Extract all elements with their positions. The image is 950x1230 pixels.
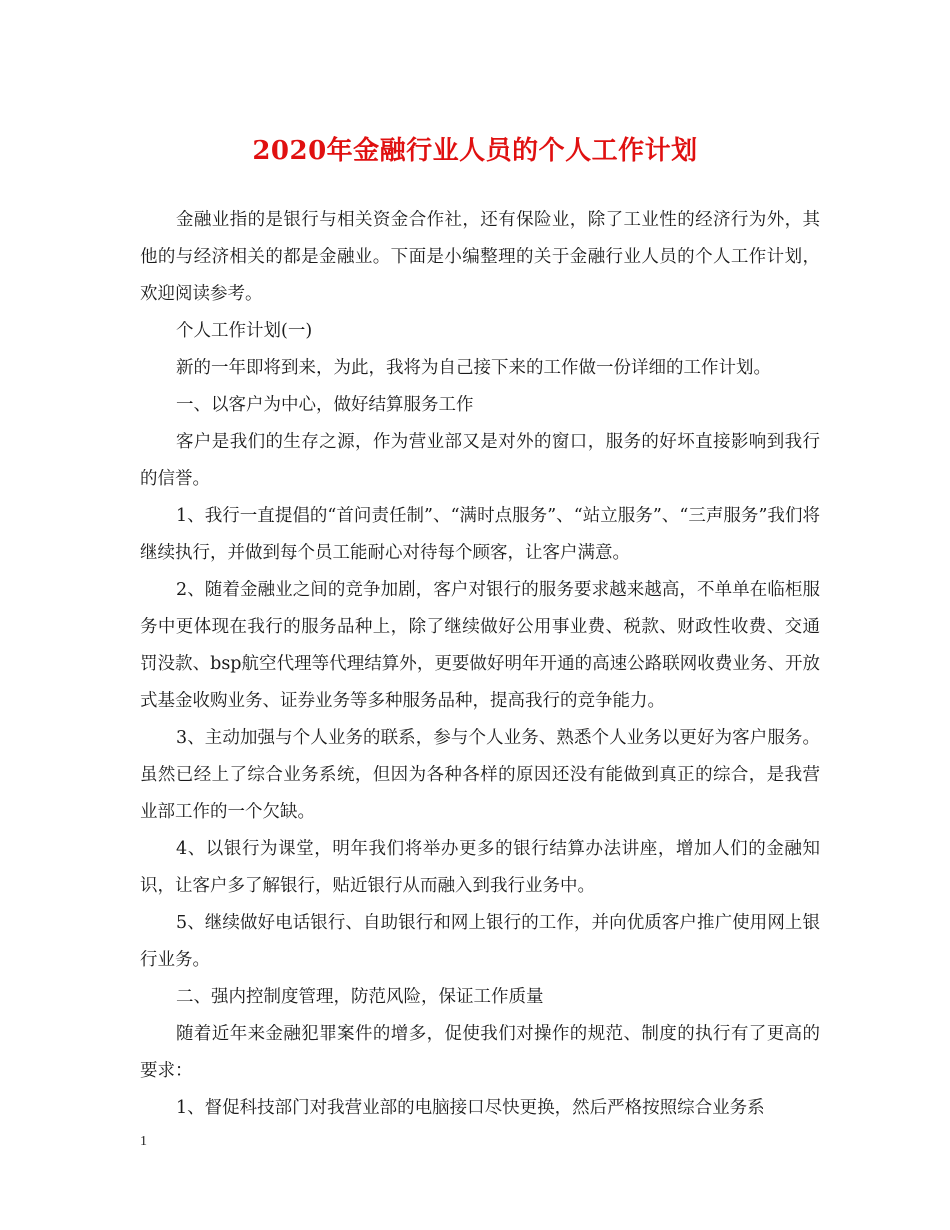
list-item: 1、督促科技部门对我营业部的电脑接口尽快更换，然后严格按照综合业务系 [176, 1098, 765, 1118]
list-item: 5、继续做好电话银行、自助银行和网上银行的工作，并向优质客户推广使用网上银行业务。 [140, 913, 820, 970]
section-heading: 二、强内控制度管理，防范风险，保证工作质量 [176, 987, 544, 1007]
list-item: 2、随着金融业之间的竞争加剧，客户对银行的服务要求越来越高，不单单在临柜服务中更体现在我行的服务品种上，除了继续做好公用事业费、税款、财政性收费、交通罚没款、bsp航空代理等代理结算外，更要做好明年开通的高速公路联网收费业务、开放式基金收购业务、证券业务等多种服务品种，提高我行的竞争能力。 [140, 580, 820, 711]
document-body [140, 202, 820, 1127]
section-heading-plan-one: 个人工作计划(一) [176, 321, 313, 341]
page-title: 2020年金融行业人员的个人工作计划 [252, 136, 698, 166]
paragraph: 客户是我们的生存之源，作为营业部又是对外的窗口，服务的好坏直接影响到我行的信誉。 [140, 432, 820, 489]
list-item: 1、我行一直提倡的“首问责任制”、“满时点服务”、“站立服务”、“三声服务”我们将继续执行，并做到每个员工能耐心对待每个顾客，让客户满意。 [140, 506, 820, 563]
paragraph: 新的一年即将到来，为此，我将为自己接下来的工作做一份详细的工作计划。 [176, 358, 771, 378]
paragraph: 随着近年来金融犯罪案件的增多，促使我们对操作的规范、制度的执行有了更高的要求： [140, 1024, 820, 1081]
list-item: 4、以银行为课堂，明年我们将举办更多的银行结算办法讲座，增加人们的金融知识，让客户多了解银行，贴近银行从而融入到我行业务中。 [140, 839, 820, 896]
section-heading: 一、以客户为中心，做好结算服务工作 [176, 395, 474, 415]
page-number: 1 [140, 1134, 147, 1149]
list-item: 3、主动加强与个人业务的联系，参与个人业务、熟悉个人业务以更好为客户服务。虽然已经上了综合业务系统，但因为各种各样的原因还没有能做到真正的综合，是我营业部工作的一个欠缺。 [140, 728, 820, 822]
paragraph-intro: 金融业指的是银行与相关资金合作社，还有保险业，除了工业性的经济行为外，其他的与经济相关的都是金融业。下面是小编整理的关于金融行业人员的个人工作计划，欢迎阅读参考。 [140, 210, 820, 304]
